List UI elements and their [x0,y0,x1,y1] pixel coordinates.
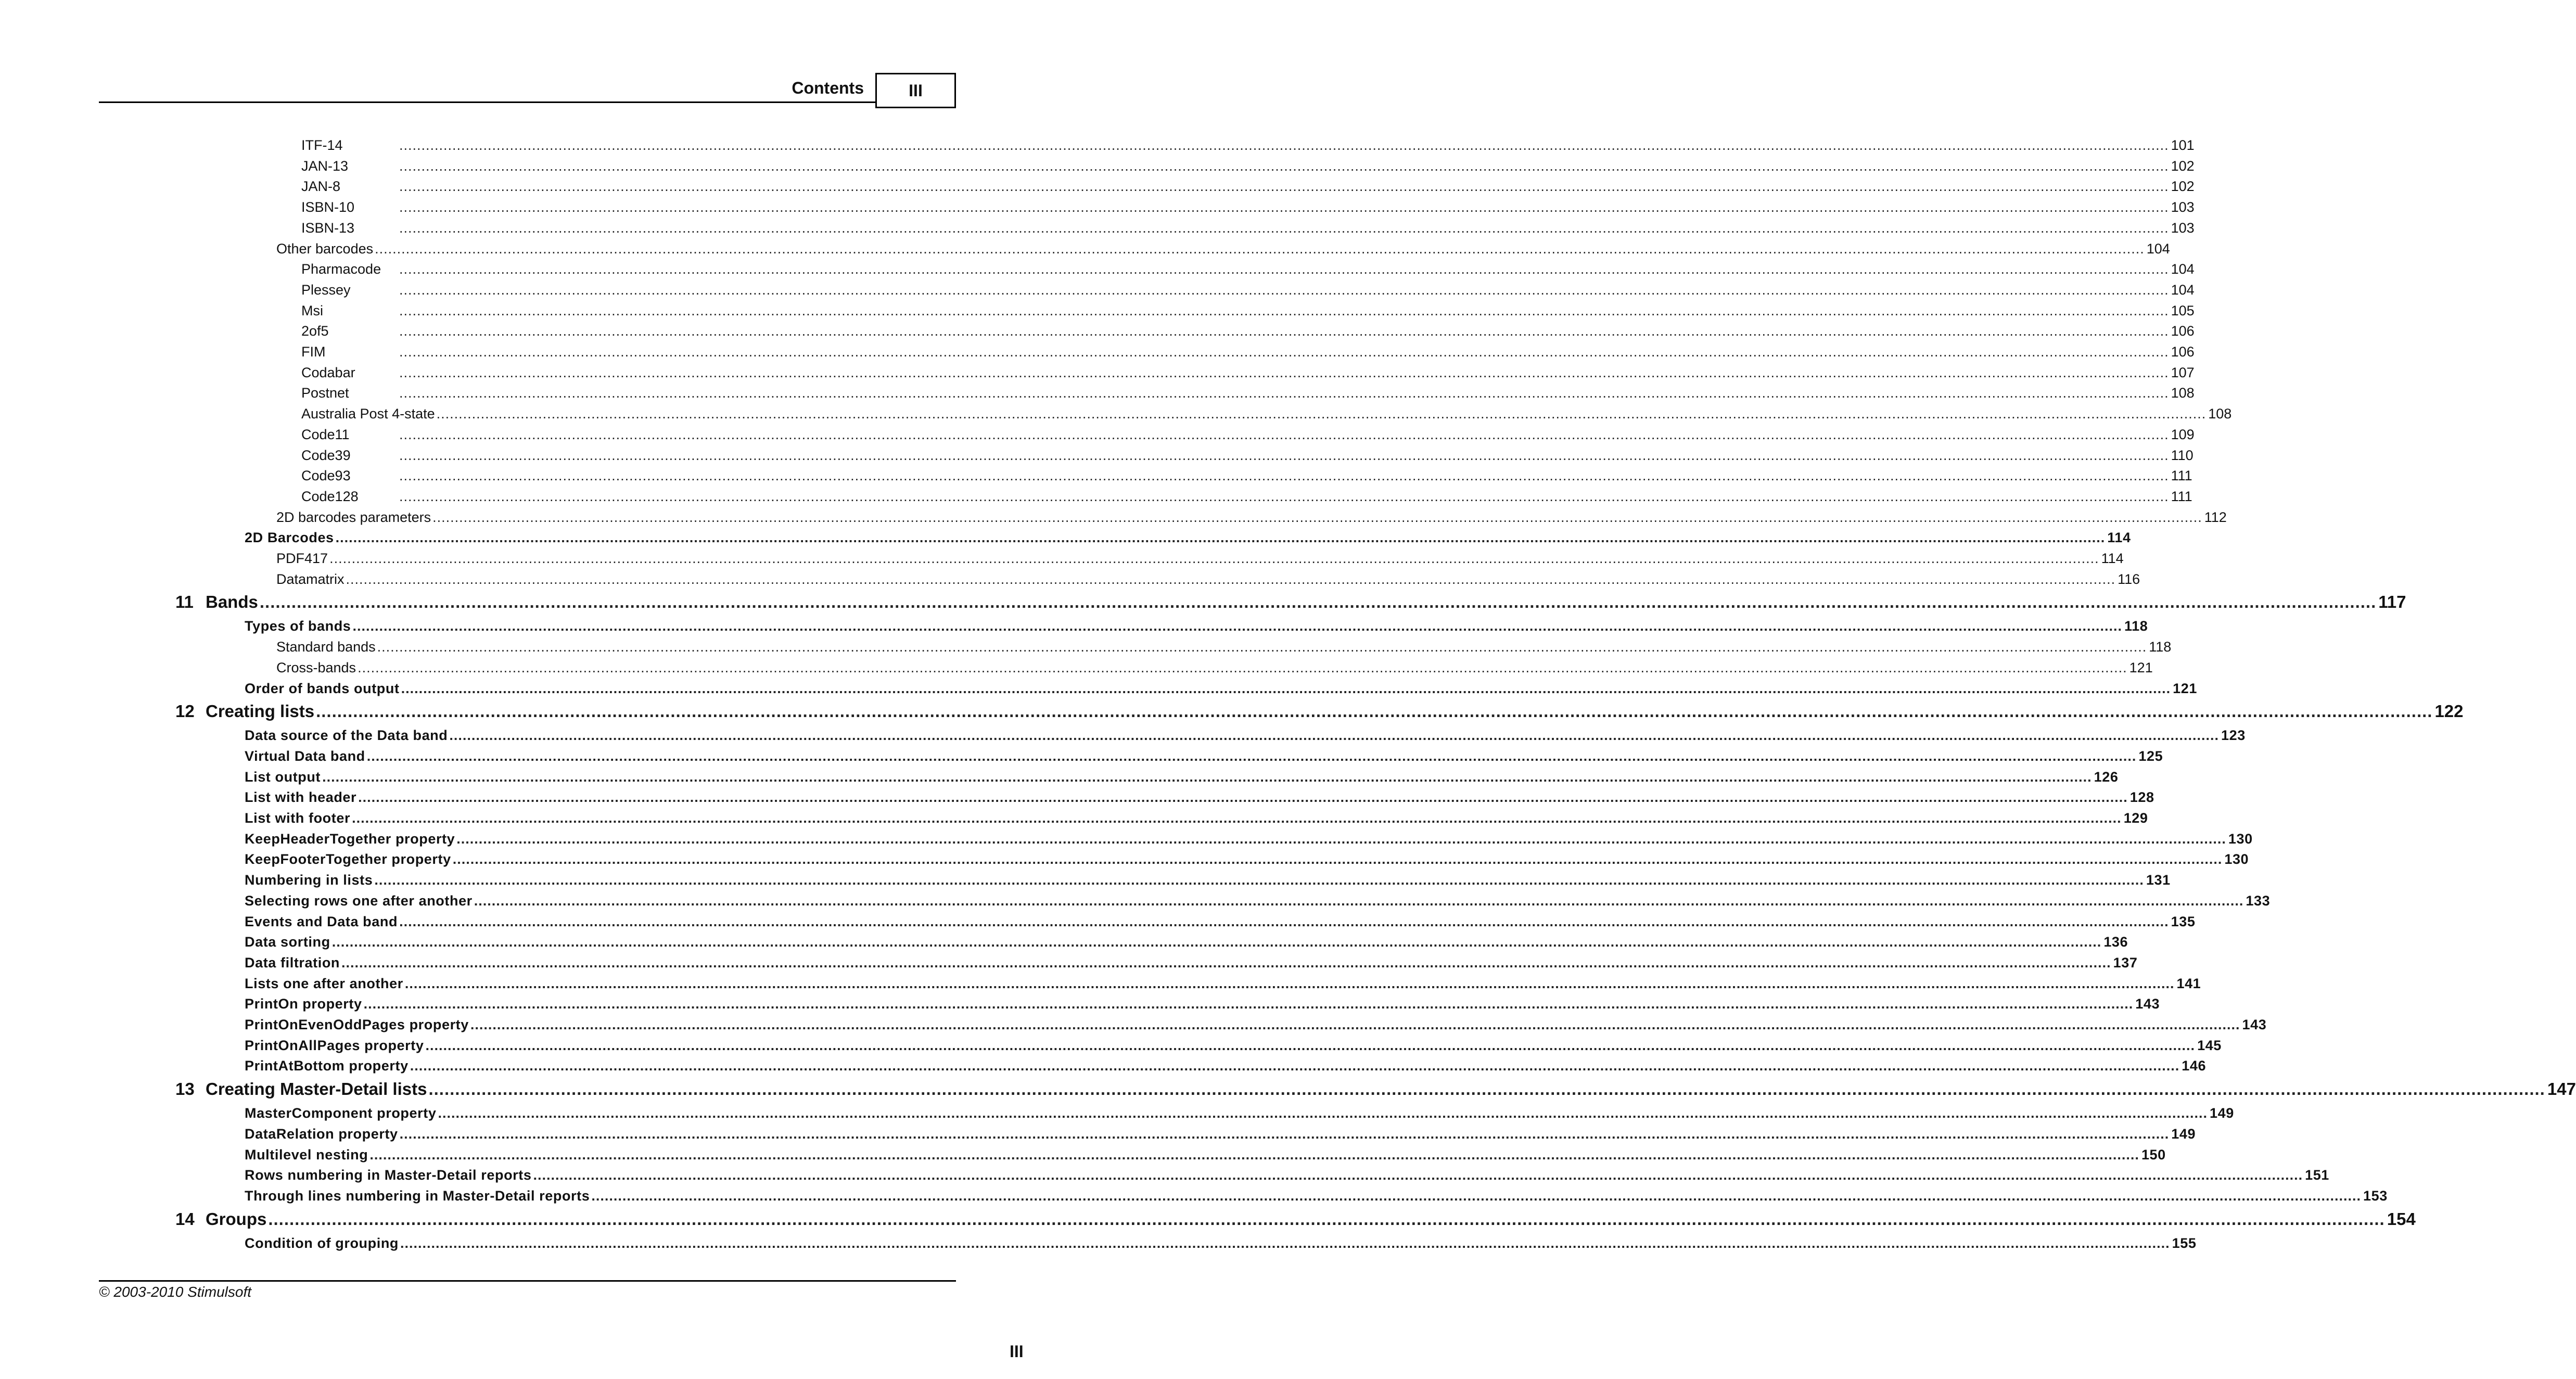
toc-dot-leader: ................................................................................................................................................................................................................................................................................................................................................................................................................ [352,810,2122,826]
toc-page-number: 149 [2210,1105,2234,1121]
toc-dot-leader: ................................................................................................................................................................................................................................................................................................................................................................................................................ [335,530,2106,546]
toc-page-number: 153 [2363,1188,2388,1204]
toc-dot-leader: ................................................................................................................................................................................................................................................................................................................................................................................................................ [452,851,2223,867]
toc-entry-title: PDF417 [276,551,328,566]
toc-page-number: 104 [2171,261,2195,277]
toc-page-number: 108 [2208,406,2232,422]
toc-page-number: 114 [2107,530,2131,546]
toc-page-number: 110 [2171,447,2194,463]
toc-page-number: 147 [2547,1079,2576,1099]
toc-entry[interactable] [301,156,2195,176]
toc-page-number: 102 [2171,158,2195,174]
toc-entry-title: Creating Master-Detail lists [206,1079,427,1099]
toc-entry[interactable] [245,1123,2196,1144]
toc-entry-title: Code128 [301,488,359,504]
footer-rule [99,1280,956,1282]
toc-dot-leader: ................................................................................................................................................................................................................................................................................................................................................................................................................ [428,1079,2545,1099]
toc-dot-leader: ................................................................................................................................................................................................................................................................................................................................................................................................................ [410,1058,2180,1074]
toc-entry-title: Types of bands [245,618,351,634]
toc-entry-title: Selecting rows one after another [245,892,473,909]
toc-entry-title: 2of5 [301,323,329,339]
toc-dot-leader: ................................................................................................................................................................................................................................................................................................................................................................................................................ [322,769,2092,785]
toc-dot-leader: ................................................................................................................................................................................................................................................................................................................................................................................................................ [316,701,2433,721]
toc-entry-title: Australia Post 4-state [301,406,435,422]
toc-entry-title: Condition of grouping [245,1235,399,1251]
toc-entry-title: PrintOnEvenOddPages property [245,1017,469,1032]
toc-dot-leader: ................................................................................................................................................................................................................................................................................................................................................................................................................ [369,1146,2139,1163]
toc-page-number: 108 [2171,385,2195,401]
toc-dot-leader: ................................................................................................................................................................................................................................................................................................................................................................................................................ [331,934,2102,950]
toc-entry[interactable] [276,657,2153,678]
toc-entry[interactable] [301,341,2195,362]
toc-chapter-entry[interactable] [175,1207,2416,1231]
toc-page-number: 130 [2228,831,2253,847]
toc-dot-leader: ................................................................................................................................................................................................................................................................................................................................................................................................................ [341,954,2111,971]
toc-chapter-number: 11 [175,592,194,612]
toc-dot-leader: ................................................................................................................................................................................................................................................................................................................................................................................................................ [533,1167,2303,1183]
toc-entry-title: Plessey [301,282,351,298]
toc-dot-leader: ................................................................................................................................................................................................................................................................................................................................................................................................................ [399,261,2169,277]
toc-dot-leader: ................................................................................................................................................................................................................................................................................................................................................................................................................ [399,364,2169,380]
toc-page-number: 121 [2129,659,2153,675]
toc-page-number: 126 [2094,769,2119,785]
toc-entry-title: 2D barcodes parameters [276,509,431,525]
toc-page-number: 133 [2246,892,2271,909]
toc-entry-title: KeepHeaderTogether property [245,831,455,847]
toc-entry[interactable] [245,890,2271,911]
toc-entry[interactable] [301,445,2194,466]
toc-chapter-entry[interactable] [175,590,2406,614]
toc-entry-title: Data sorting [245,934,330,950]
toc-chapter-number: 13 [175,1079,195,1099]
toc-page-number: 136 [2103,934,2128,950]
toc-entry[interactable] [301,218,2195,238]
toc-entry-title: Code39 [301,447,351,463]
toc-dot-leader: ................................................................................................................................................................................................................................................................................................................................................................................................................ [436,406,2207,422]
toc-entry[interactable] [301,424,2195,445]
toc-entry-title: Standard bands [276,639,376,655]
toc-entry[interactable] [301,465,2192,486]
toc-page-number: 106 [2171,344,2195,360]
toc-page-number: 109 [2171,426,2195,442]
toc-dot-leader: ................................................................................................................................................................................................................................................................................................................................................................................................................ [358,789,2128,806]
toc-dot-leader: ................................................................................................................................................................................................................................................................................................................................................................................................................ [400,1235,2170,1251]
toc-entry-title: Through lines numbering in Master-Detail reports [245,1188,590,1204]
toc-entry[interactable] [276,548,2124,569]
toc-dot-leader: ................................................................................................................................................................................................................................................................................................................................................................................................................ [268,1209,2385,1229]
toc-entry[interactable] [245,1185,2388,1206]
toc-dot-leader: ................................................................................................................................................................................................................................................................................................................................................................................................................ [474,892,2244,909]
toc-entry[interactable] [276,238,2170,259]
toc-entry-title: Postnet [301,385,349,401]
toc-entry-title: Creating lists [206,701,315,721]
toc-dot-leader: ................................................................................................................................................................................................................................................................................................................................................................................................................ [399,1126,2170,1142]
toc-dot-leader: ................................................................................................................................................................................................................................................................................................................................................................................................................ [374,872,2144,888]
toc-dot-leader: ................................................................................................................................................................................................................................................................................................................................................................................................................ [352,618,2123,634]
toc-entry-title: Cross-bands [276,659,356,675]
toc-dot-leader: ................................................................................................................................................................................................................................................................................................................................................................................................................ [438,1105,2208,1121]
toc-page-number: 111 [2171,488,2192,504]
toc-page-number: 103 [2171,199,2195,215]
toc-entry[interactable] [245,725,2246,746]
toc-entry[interactable] [245,911,2196,932]
toc-page-number: 104 [2146,240,2170,257]
toc-entry[interactable] [301,279,2195,300]
toc-entry[interactable] [245,746,2163,767]
toc-page-number: 122 [2434,701,2464,721]
toc-entry-title: Datamatrix [276,571,345,587]
toc-dot-leader: ................................................................................................................................................................................................................................................................................................................................................................................................................ [399,302,2169,318]
toc-entry-title: ISBN-13 [301,220,355,236]
toc-entry-title: JAN-8 [301,178,341,195]
footer-page-number: III [1010,1342,1024,1361]
toc-dot-leader: ................................................................................................................................................................................................................................................................................................................................................................................................................ [399,220,2169,236]
toc-entry-title: Lists one after another [245,975,403,991]
toc-dot-leader: ................................................................................................................................................................................................................................................................................................................................................................................................................ [591,1188,2361,1204]
toc-entry[interactable] [301,197,2195,218]
toc-dot-leader: ................................................................................................................................................................................................................................................................................................................................................................................................................ [399,344,2169,360]
toc-entry-title: Order of bands output [245,680,400,696]
toc-entry-title: PrintOn property [245,996,362,1012]
toc-dot-leader: ................................................................................................................................................................................................................................................................................................................................................................................................................ [456,831,2226,847]
toc-page-number: 111 [2171,468,2192,484]
toc-page-number: 135 [2171,913,2196,929]
toc-entry-title: Code11 [301,426,350,442]
toc-page-number: 137 [2113,954,2138,971]
toc-page-number: 143 [2242,1017,2267,1032]
toc-page-number: 125 [2138,748,2163,764]
toc-chapter-number: 14 [175,1209,195,1229]
toc-entry[interactable] [245,1014,2267,1035]
toc-dot-leader: ................................................................................................................................................................................................................................................................................................................................................................................................................ [432,509,2202,525]
toc-chapter-number: 12 [175,701,195,721]
toc-page-number: 118 [2149,639,2172,655]
toc-dot-leader: ................................................................................................................................................................................................................................................................................................................................................................................................................ [399,426,2169,442]
toc-entry[interactable] [245,952,2138,973]
toc-entry[interactable] [245,1144,2166,1165]
toc-chapter-entry[interactable] [175,1077,2576,1101]
toc-dot-leader: ................................................................................................................................................................................................................................................................................................................................................................................................................ [358,659,2127,675]
toc-entry-title: 2D Barcodes [245,530,334,546]
toc-dot-leader: ................................................................................................................................................................................................................................................................................................................................................................................................................ [259,592,2377,612]
toc-page-number: 131 [2146,872,2171,888]
toc-page-number: 130 [2224,851,2249,867]
toc-dot-leader: ................................................................................................................................................................................................................................................................................................................................................................................................................ [399,385,2169,401]
header-rule [99,101,875,103]
toc-entry[interactable] [301,259,2195,279]
toc-entry[interactable] [245,1165,2329,1185]
toc-dot-leader: ................................................................................................................................................................................................................................................................................................................................................................................................................ [363,996,2134,1012]
toc-entry-title: Other barcodes [276,240,374,257]
toc-dot-leader: ................................................................................................................................................................................................................................................................................................................................................................................................................ [399,468,2169,484]
toc-dot-leader: ................................................................................................................................................................................................................................................................................................................................................................................................................ [399,323,2169,339]
toc-page-number: 149 [2171,1126,2196,1142]
toc-dot-leader: ................................................................................................................................................................................................................................................................................................................................................................................................................ [375,240,2145,257]
toc-entry-title: Multilevel nesting [245,1146,368,1163]
toc-entry-title: Virtual Data band [245,748,365,764]
toc-entry[interactable] [301,403,2232,424]
toc-entry[interactable] [245,616,2148,636]
toc-page-number: 129 [2123,810,2148,826]
toc-entry-title: List with footer [245,810,351,826]
toc-entry[interactable] [245,787,2154,808]
toc-dot-leader: ................................................................................................................................................................................................................................................................................................................................................................................................................ [346,571,2116,587]
toc-entry[interactable] [245,849,2249,870]
toc-dot-leader: ................................................................................................................................................................................................................................................................................................................................................................................................................ [399,158,2169,174]
toc-entry-title: Code93 [301,468,351,484]
toc-page-number: 107 [2171,364,2195,380]
toc-entry[interactable] [245,870,2171,890]
toc-entry[interactable] [301,382,2195,403]
toc-entry[interactable] [245,678,2198,699]
toc-page-number: 146 [2182,1058,2207,1074]
toc-entry-title: JAN-13 [301,158,349,174]
toc-page-number: 101 [2171,137,2195,153]
toc-dot-leader: ................................................................................................................................................................................................................................................................................................................................................................................................................ [470,1017,2240,1032]
toc-page-number: 117 [2378,592,2406,612]
toc-page-number: 114 [2101,551,2124,566]
toc-dot-leader: ................................................................................................................................................................................................................................................................................................................................................................................................................ [377,639,2147,655]
toc-page-number: 145 [2197,1037,2222,1053]
toc-entry-title: ITF-14 [301,137,343,153]
toc-entry-title: FIM [301,344,326,360]
toc-page-number: 118 [2124,618,2148,634]
toc-page-number: 102 [2171,178,2195,195]
toc-page-number: 151 [2305,1167,2329,1183]
toc-entry[interactable] [301,486,2192,507]
toc-page-number: 123 [2221,727,2246,744]
toc-entry[interactable] [301,300,2195,321]
toc-entry-title: List with header [245,789,357,806]
toc-page-number: 143 [2135,996,2160,1012]
toc-page-number: 104 [2171,282,2195,298]
toc-dot-leader: ................................................................................................................................................................................................................................................................................................................................................................................................................ [399,178,2169,195]
toc-entry-title: List output [245,769,321,785]
toc-entry[interactable] [301,362,2195,383]
toc-dot-leader: ................................................................................................................................................................................................................................................................................................................................................................................................................ [366,748,2137,764]
toc-entry[interactable] [245,1055,2207,1076]
toc-entry[interactable] [245,1233,2197,1254]
toc-entry[interactable] [301,321,2195,341]
toc-page-number: 112 [2204,509,2227,525]
toc-entry-title: PrintOnAllPages property [245,1037,424,1053]
toc-page-number: 155 [2172,1235,2197,1251]
toc-entry-title: Groups [206,1209,267,1229]
toc-entry-title: Codabar [301,364,355,380]
toc-entry[interactable] [301,176,2195,197]
toc-page-number: 121 [2173,680,2198,696]
toc-dot-leader: ................................................................................................................................................................................................................................................................................................................................................................................................................ [399,913,2169,929]
toc-entry-title: Rows numbering in Master-Detail reports [245,1167,532,1183]
toc-entry[interactable] [245,767,2119,787]
toc-entry-title: Bands [206,592,258,612]
toc-entry[interactable] [276,636,2172,657]
toc-page-number: 103 [2171,220,2195,236]
toc-entry[interactable] [276,507,2227,528]
toc-page-number: 105 [2171,302,2195,318]
toc-entry[interactable] [301,135,2195,156]
toc-dot-leader: ................................................................................................................................................................................................................................................................................................................................................................................................................ [399,447,2169,463]
toc-entry-title: Pharmacode [301,261,381,277]
header-page-number: III [909,81,923,100]
toc-page-number: 128 [2129,789,2154,806]
toc-entry[interactable] [276,569,2140,590]
toc-entry-title: KeepFooterTogether property [245,851,451,867]
toc-entry[interactable] [245,1103,2234,1123]
toc-page-number: 150 [2141,1146,2166,1163]
toc-dot-leader: ................................................................................................................................................................................................................................................................................................................................................................................................................ [399,282,2169,298]
toc-dot-leader: ................................................................................................................................................................................................................................................................................................................................................................................................................ [449,727,2219,744]
footer-copyright: © 2003-2010 Stimulsoft [99,1284,252,1300]
toc-page-number: 154 [2387,1209,2416,1229]
toc-dot-leader: ................................................................................................................................................................................................................................................................................................................................................................................................................ [404,975,2175,991]
toc-dot-leader: ................................................................................................................................................................................................................................................................................................................................................................................................................ [329,551,2099,566]
toc-entry[interactable] [245,527,2131,548]
toc-page-number: 106 [2171,323,2195,339]
toc-page-number: 116 [2118,571,2140,587]
toc-entry[interactable] [245,993,2160,1014]
toc-dot-leader: ................................................................................................................................................................................................................................................................................................................................................................................................................ [401,680,2171,696]
toc-dot-leader: ................................................................................................................................................................................................................................................................................................................................................................................................................ [399,488,2169,504]
toc-entry[interactable] [245,973,2201,994]
toc-dot-leader: ................................................................................................................................................................................................................................................................................................................................................................................................................ [399,199,2169,215]
toc-entry-title: PrintAtBottom property [245,1058,409,1074]
toc-entry[interactable] [245,1035,2222,1056]
toc-entry-title: DataRelation property [245,1126,398,1142]
toc-entry-title: Numbering in lists [245,872,373,888]
toc-entry-title: Msi [301,302,323,318]
toc-entry-title: MasterComponent property [245,1105,437,1121]
toc-entry-title: Data filtration [245,954,340,971]
toc-chapter-entry[interactable] [175,699,2464,723]
toc-entry[interactable] [245,931,2128,952]
toc-dot-leader: ................................................................................................................................................................................................................................................................................................................................................................................................................ [425,1037,2196,1053]
toc-page-number: 141 [2176,975,2201,991]
header-page-box [875,73,956,108]
toc-entry-title: Data source of the Data band [245,727,448,744]
toc-entry-title: Events and Data band [245,913,398,929]
toc-entry[interactable] [245,828,2253,849]
toc-dot-leader: ................................................................................................................................................................................................................................................................................................................................................................................................................ [399,137,2169,153]
toc-entry-title: ISBN-10 [301,199,355,215]
header-title: Contents [792,79,864,97]
toc-entry[interactable] [245,808,2148,828]
